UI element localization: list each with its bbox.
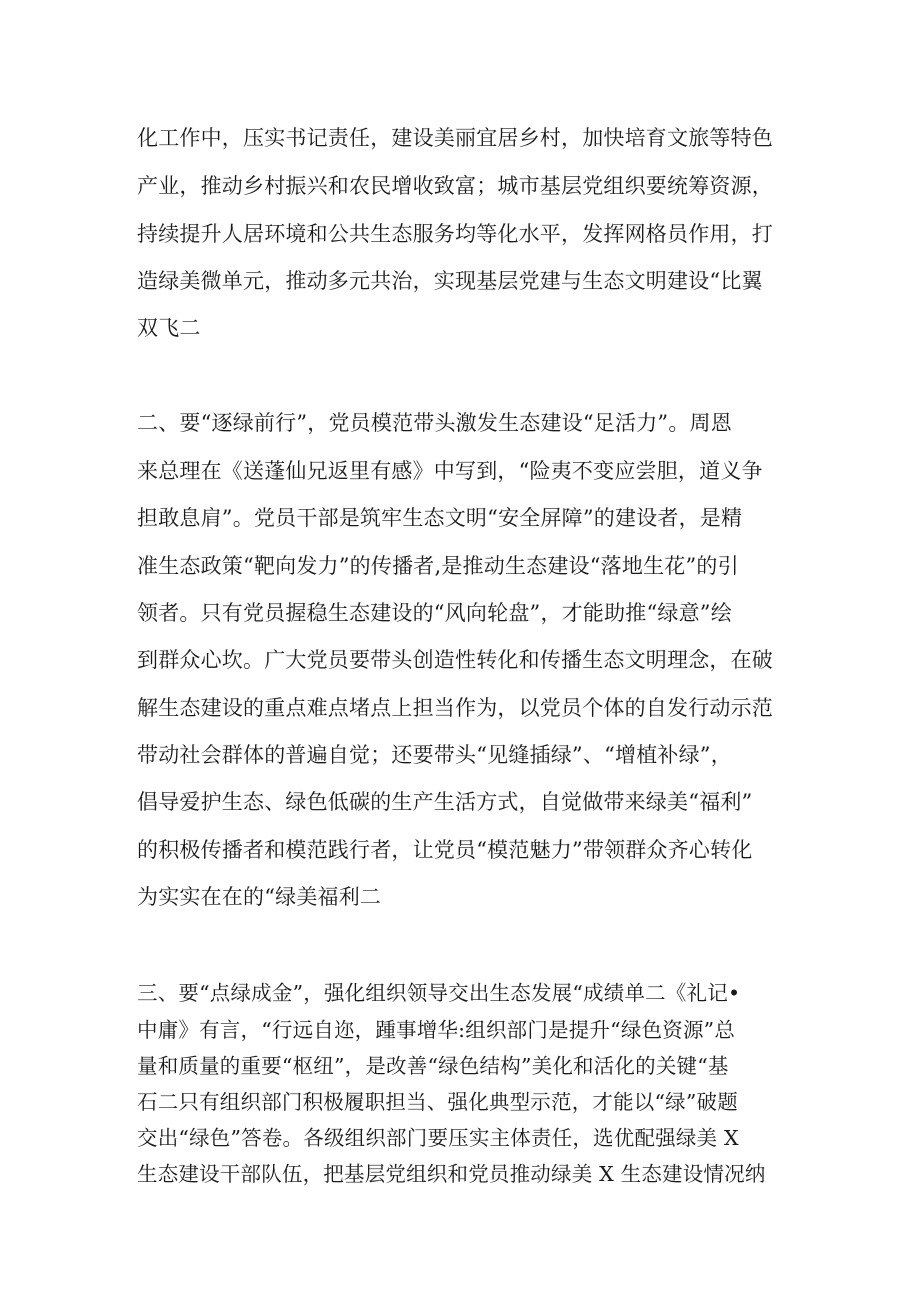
paragraph-line: 担敢息肩”。党员干部是筑牢生态文明“安全屏障”的建设者，是精 [137,506,743,530]
paragraph-line: 石二只有组织部门积极履职担当、强化典型示范，才能以“绿”破题 [137,1090,738,1114]
paragraph-line: 来总理在《送蓬仙兄返里有感》中写到，“险夷不变应尝胆，道义争 [137,459,763,483]
paragraph-line: 双飞二 [137,316,201,340]
paragraph-line: 二、要“逐绿前行”，党员模范带头激发生态建设“足活力”。周恩 [137,411,732,435]
paragraph-line: 三、要“点绿成金”，强化组织领导交出生态发展“成绩单二《礼记• [137,981,741,1005]
paragraph-line: 到群众心坎。广大党员要带头创造性转化和传播生态文明理念，在破 [137,648,773,672]
paragraph-line: 持续提升人居环境和公共生态服务均等化水平，发挥网格员作用，打 [137,222,773,246]
paragraph-line: 中庸》有言，“行远自迩，踵事增华:组织部门是提升“绿色资源”总 [137,1018,736,1042]
paragraph-line: 领者。只有党员握稳生态建设的“风向轮盘”，才能助推“绿意”绘 [137,601,732,625]
paragraph-line: 造绿美微单元，推动多元共治，实现基层党建与生态文明建设“比翼 [137,269,763,293]
paragraph-line: 解生态建设的重点难点堵点上担当作为，以党员个体的自发行动示范 [137,696,773,720]
paragraph-line: 产业，推动乡村振兴和农民增收致富；城市基层党组织要统筹资源， [137,174,773,198]
paragraph-line: 为实实在在的“绿美福利二 [137,885,382,909]
paragraph-line: 化工作中，压实书记责任，建设美丽宜居乡村，加快培育文旅等特色 [137,126,773,150]
paragraph-line: 交出“绿色”答卷。各级组织部门要压实主体责任，选优配强绿美 X [137,1126,739,1150]
paragraph-line: 生态建设干部队伍，把基层党组织和党员推动绿美 X 生态建设情况纳 [137,1162,766,1186]
paragraph-line: 的积极传播者和模范践行者，让党员“模范魅力”带领群众齐心转化 [137,838,753,862]
paragraph-line: 量和质量的重要“枢纽”，是改善“绿色结构”美化和活化的关键“基 [137,1054,729,1078]
paragraph-line: 倡导爱护生态、绿色低碳的生产生活方式，自觉做带来绿美“福利” [137,790,753,814]
paragraph-line: 带动社会群体的普遍自觉；还要带头“见缝插绿”、“增植补绿”， [137,743,732,767]
paragraph-line: 准生态政策“靶向发力”的传播者,是推动生态建设“落地生花”的引 [137,554,739,578]
